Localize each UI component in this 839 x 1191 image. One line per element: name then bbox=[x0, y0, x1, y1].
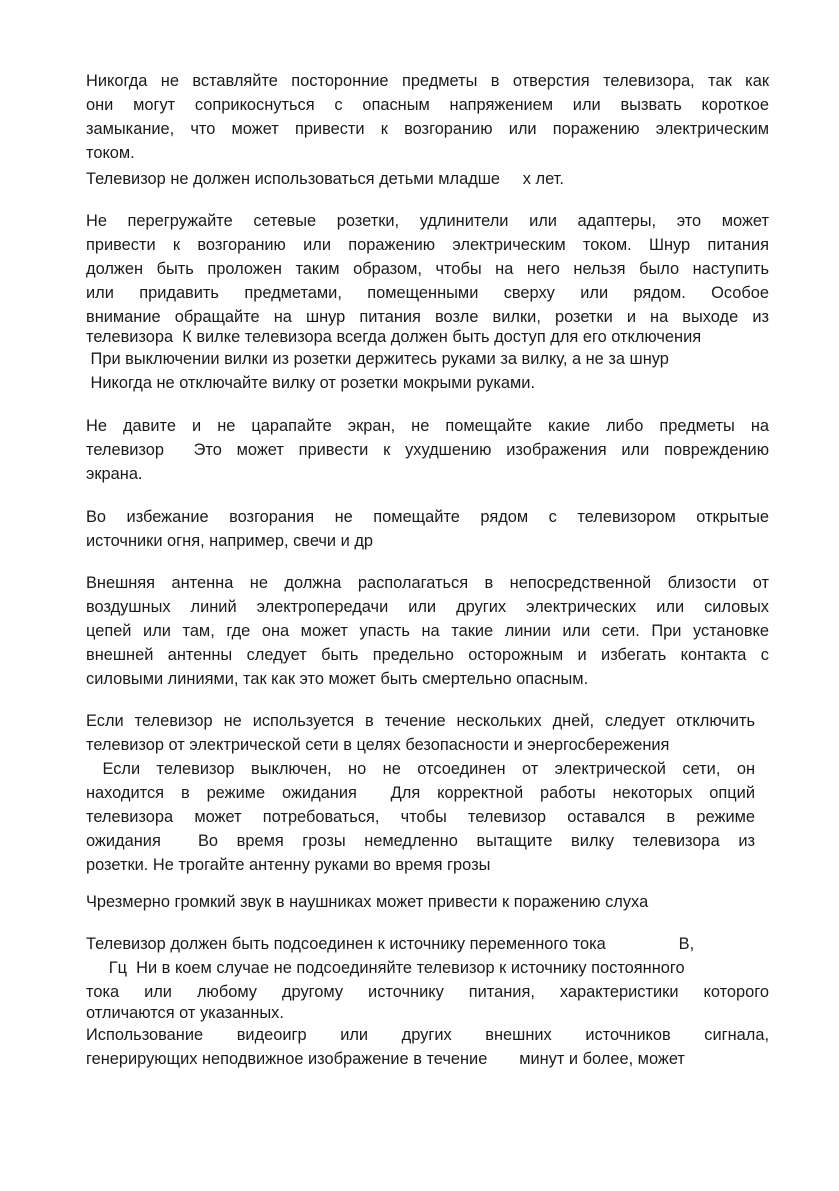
text-line: экрана. bbox=[86, 465, 143, 483]
text-line: Телевизор не должен использоваться детьми младше х лет. bbox=[86, 170, 564, 188]
text-line: или придавить предметами, помещенными сверху или рядом. Особое bbox=[86, 284, 769, 302]
text-line: Чрезмерно громкий звук в наушниках может привести к поражению слуха bbox=[86, 893, 649, 911]
text-line: находится в режиме ожидания Для корректной работы некоторых опций bbox=[86, 784, 755, 802]
text-line: воздушных линий электропередачи или других электрических или силовых bbox=[86, 598, 769, 616]
text-line: Не перегружайте сетевые розетки, удлинители или адаптеры, это может bbox=[86, 212, 769, 230]
text-line: телевизор Это может привести к ухудшению изображения или повреждению bbox=[86, 441, 769, 459]
text-line: При выключении вилки из розетки держитесь руками за вилку, а не за шнур bbox=[86, 350, 669, 368]
text-line: должен быть проложен таким образом, чтобы на него нельзя было наступить bbox=[86, 260, 769, 278]
text-line: источники огня, например, свечи и др bbox=[86, 532, 374, 550]
text-line: силовыми линиями, так как это может быть смертельно опасным. bbox=[86, 670, 589, 688]
text-line: Во избежание возгорания не помещайте рядом с телевизором открытые bbox=[86, 508, 769, 526]
text-line: тока или любому другому источнику питания, характеристики которого bbox=[86, 983, 769, 1001]
text-line: Не давите и не царапайте экран, не помещайте какие либо предметы на bbox=[86, 417, 769, 435]
text-line: Если телевизор не используется в течение нескольких дней, следует отключить bbox=[86, 712, 755, 730]
text-line: цепей или там, где она может упасть на такие линии или сети. При установке bbox=[86, 622, 769, 640]
text-line: ожидания Во время грозы немедленно вытащите вилку телевизора из bbox=[86, 832, 755, 850]
text-line: Гц Ни в коем случае не подсоединяйте телевизор к источнику постоянного bbox=[86, 959, 685, 977]
text-line: Внешняя антенна не должна располагаться в непосредственной близости от bbox=[86, 574, 769, 592]
text-line: отличаются от указанных. bbox=[86, 1004, 284, 1022]
text-line: они могут соприкоснуться с опасным напряжением или вызвать короткое bbox=[86, 96, 769, 114]
text-line: телевизор от электрической сети в целях безопасности и энергосбережения bbox=[86, 736, 670, 754]
text-line: внешней антенны следует быть предельно осторожным и избегать контакта с bbox=[86, 646, 769, 664]
text-line: Если телевизор выключен, но не отсоединен от электрической сети, он bbox=[86, 760, 755, 778]
text-line: Использование видеоигр или других внешних источников сигнала, bbox=[86, 1026, 769, 1044]
text-line: привести к возгоранию или поражению электрическим током. Шнур питания bbox=[86, 236, 769, 254]
text-line: внимание обращайте на шнур питания возле вилки, розетки и на выходе из bbox=[86, 308, 769, 326]
text-line: Телевизор должен быть подсоединен к источнику переменного тока В, bbox=[86, 935, 695, 953]
text-line: телевизора может потребоваться, чтобы телевизор оставался в режиме bbox=[86, 808, 755, 826]
text-line: Никогда не вставляйте посторонние предметы в отверстия телевизора, так как bbox=[86, 72, 769, 90]
text-line: замыкание, что может привести к возгоранию или поражению электрическим bbox=[86, 120, 769, 138]
text-line: телевизора К вилке телевизора всегда должен быть доступ для его отключения bbox=[86, 328, 702, 346]
text-line: Никогда не отключайте вилку от розетки мокрыми руками. bbox=[86, 374, 535, 392]
text-line: током. bbox=[86, 144, 135, 162]
text-line: розетки. Не трогайте антенну руками во время грозы bbox=[86, 856, 491, 874]
text-line: генерирующих неподвижное изображение в течение минут и более, может bbox=[86, 1050, 685, 1068]
